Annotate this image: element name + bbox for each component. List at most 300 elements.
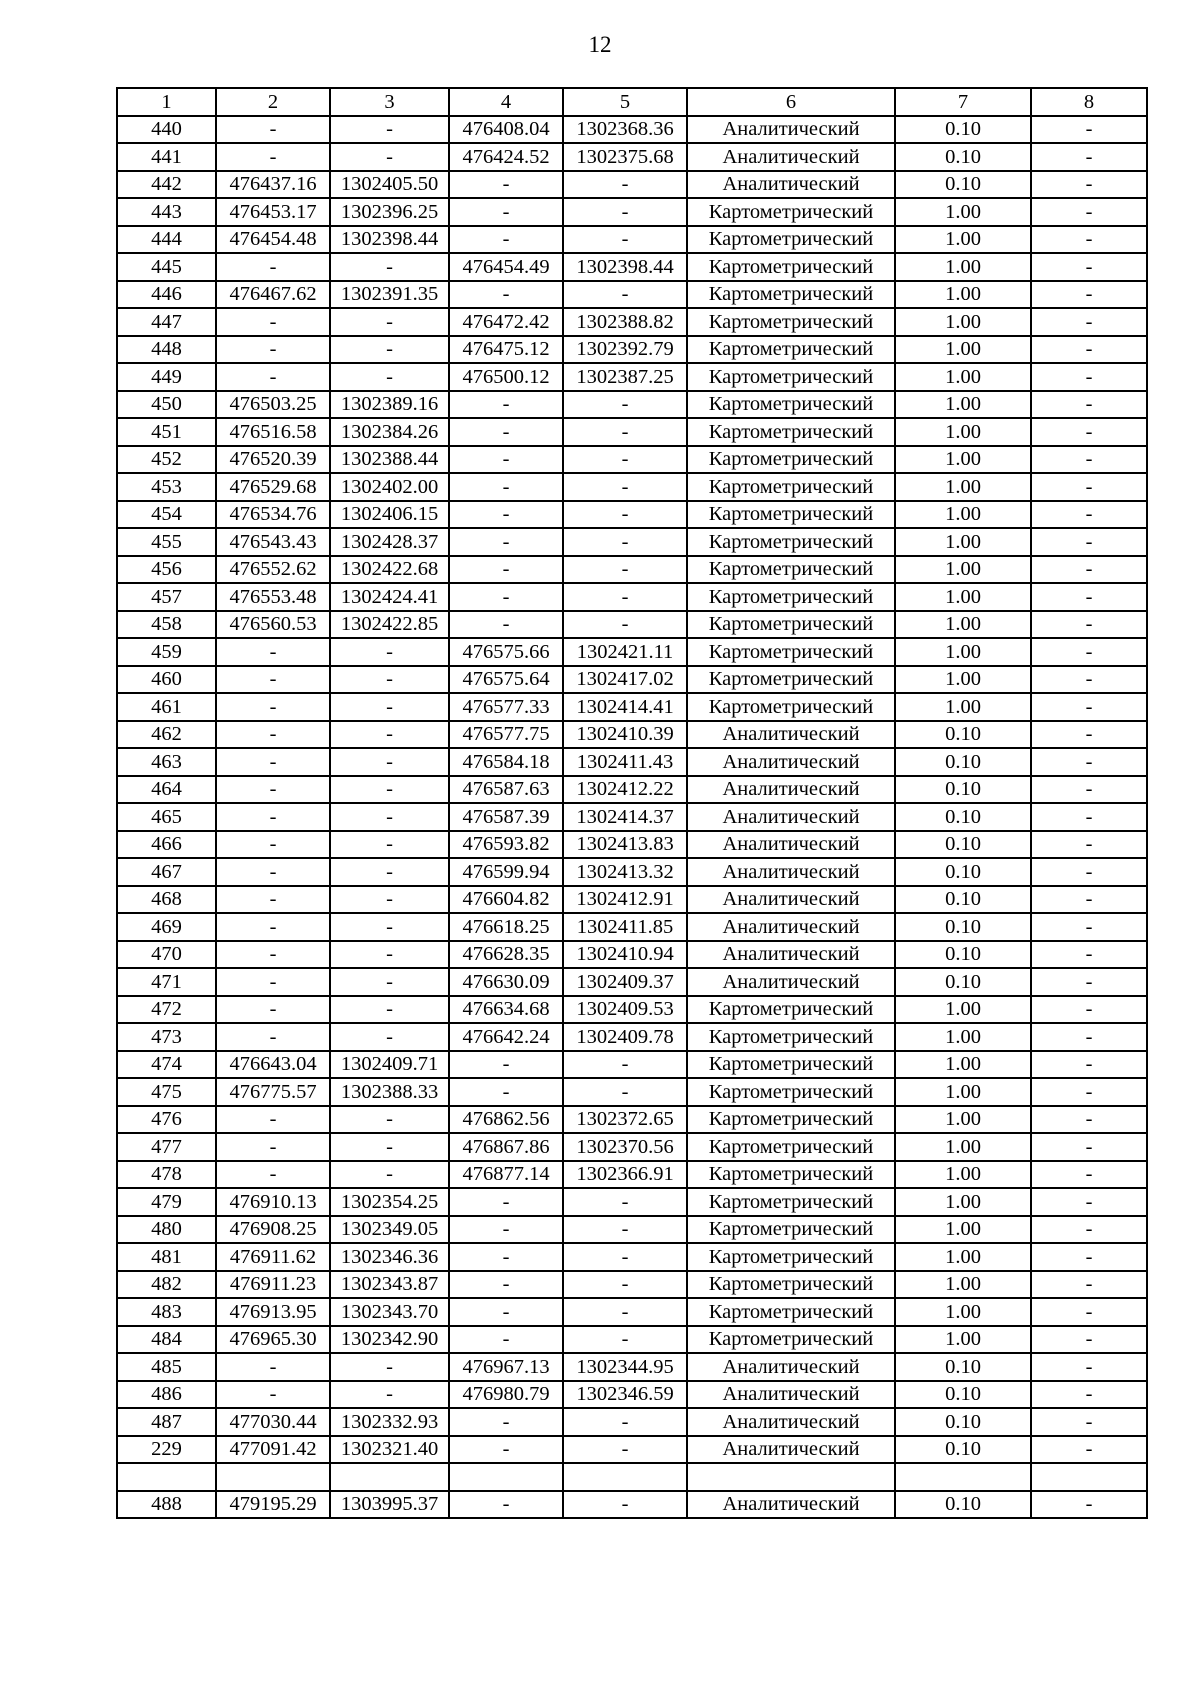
column-header: 1 [117,88,216,116]
table-cell: 476643.04 [216,1051,330,1079]
table-cell: 476520.39 [216,446,330,474]
table-cell: Аналитический [687,886,895,914]
table-row [117,528,1147,556]
table-cell: 1302375.68 [563,143,687,171]
table-cell: - [330,1023,449,1051]
table-cell: - [216,363,330,391]
table-cell: - [449,1078,563,1106]
table-cell: 1.00 [895,666,1031,694]
table-cell: 1302422.68 [330,556,449,584]
table-cell: 457 [117,583,216,611]
table-cell: 479 [117,1188,216,1216]
table-cell: 446 [117,281,216,309]
table-cell: Картометрический [687,1326,895,1354]
table-cell: 1302413.32 [563,858,687,886]
table-cell: Картометрический [687,363,895,391]
table-cell: Картометрический [687,1271,895,1299]
table-cell: 476628.35 [449,941,563,969]
table-row [117,583,1147,611]
table-cell: 1302405.50 [330,171,449,199]
table-cell: - [449,1188,563,1216]
table-cell: - [1031,721,1147,749]
table-cell: Картометрический [687,1051,895,1079]
table-cell: 0.10 [895,1491,1031,1519]
table-cell: - [1031,886,1147,914]
table-cell: - [449,446,563,474]
table-body [117,116,1147,1519]
table-cell: - [216,831,330,859]
table-cell: 447 [117,308,216,336]
table-cell: - [449,1436,563,1464]
table-cell: Аналитический [687,721,895,749]
table-cell: Картометрический [687,693,895,721]
table-cell: 1302332.93 [330,1408,449,1436]
table-cell: 479195.29 [216,1491,330,1519]
table-row [117,1271,1147,1299]
table-cell: 444 [117,226,216,254]
table-cell: Картометрический [687,1106,895,1134]
table-cell: 443 [117,198,216,226]
table-cell: 476472.42 [449,308,563,336]
table-cell: 0.10 [895,171,1031,199]
table-cell: 0.10 [895,913,1031,941]
table-cell: Аналитический [687,858,895,886]
table-cell: 476910.13 [216,1188,330,1216]
table-cell: 476577.75 [449,721,563,749]
table-cell: 476437.16 [216,171,330,199]
table-row [117,281,1147,309]
table-row [117,1243,1147,1271]
table-cell: - [563,281,687,309]
column-header: 5 [563,88,687,116]
table-cell: Картометрический [687,996,895,1024]
table-cell: - [449,418,563,446]
table-cell: 1302398.44 [330,226,449,254]
table-cell: - [1031,1408,1147,1436]
table-cell: 1.00 [895,583,1031,611]
table-cell: 1.00 [895,1078,1031,1106]
table-cell: 0.10 [895,1408,1031,1436]
table-cell: 487 [117,1408,216,1436]
table-cell: - [449,501,563,529]
table-cell: - [563,1243,687,1271]
table-cell: 1302428.37 [330,528,449,556]
table-cell: - [216,1133,330,1161]
table-cell: 472 [117,996,216,1024]
table-cell: - [449,473,563,501]
table-cell: 1302396.25 [330,198,449,226]
table-cell: 476 [117,1106,216,1134]
table-row [117,1161,1147,1189]
table-cell: - [563,1188,687,1216]
table-cell: 1302349.05 [330,1216,449,1244]
table-cell: 441 [117,143,216,171]
table-cell: - [330,143,449,171]
table-cell: - [563,418,687,446]
table-cell: 476599.94 [449,858,563,886]
table-cell: 462 [117,721,216,749]
table-cell: 1.00 [895,1216,1031,1244]
table-cell: - [1031,143,1147,171]
table-cell: 1302391.35 [330,281,449,309]
table-cell: 476454.49 [449,253,563,281]
table-cell: - [330,336,449,364]
table-cell: - [449,1243,563,1271]
table-cell: 1302398.44 [563,253,687,281]
table-cell: Аналитический [687,968,895,996]
table-row [117,913,1147,941]
table-cell: 476467.62 [216,281,330,309]
table-cell: - [449,1271,563,1299]
table-row [117,721,1147,749]
table-cell: Аналитический [687,1353,895,1381]
table-row [117,1023,1147,1051]
table-cell: - [330,638,449,666]
table-cell: 449 [117,363,216,391]
table-cell: 477091.42 [216,1436,330,1464]
table-cell: 1302321.40 [330,1436,449,1464]
table-cell: - [1031,171,1147,199]
table-cell: - [1031,968,1147,996]
table-cell: - [1031,1353,1147,1381]
table-cell: 1.00 [895,1298,1031,1326]
table-cell [449,1463,563,1491]
table-cell: 1302409.71 [330,1051,449,1079]
table-cell: 467 [117,858,216,886]
table-cell: Картометрический [687,281,895,309]
table-cell: Картометрический [687,1023,895,1051]
table-row [117,501,1147,529]
table-cell: 0.10 [895,1436,1031,1464]
table-cell: - [216,693,330,721]
table-cell: - [449,1216,563,1244]
table-row [117,336,1147,364]
table-cell: Аналитический [687,1381,895,1409]
table-cell: 481 [117,1243,216,1271]
table-cell: 0.10 [895,748,1031,776]
table-cell: 476604.82 [449,886,563,914]
table-cell: 1302409.78 [563,1023,687,1051]
table-cell: - [563,501,687,529]
table-cell: - [1031,446,1147,474]
table-cell [216,1463,330,1491]
table-cell: 0.10 [895,143,1031,171]
table-cell: Картометрический [687,336,895,364]
table-cell: - [449,556,563,584]
table-cell: 1302370.56 [563,1133,687,1161]
table-cell: - [1031,1436,1147,1464]
table-cell: 476454.48 [216,226,330,254]
table-cell: 1.00 [895,1106,1031,1134]
table-cell: - [330,886,449,914]
table-cell: 1.00 [895,253,1031,281]
column-header: 4 [449,88,563,116]
table-cell: - [1031,996,1147,1024]
table-cell: - [216,913,330,941]
table-cell: 476965.30 [216,1326,330,1354]
table-cell: Картометрический [687,1161,895,1189]
table-cell: - [330,1353,449,1381]
table-cell: 1302411.85 [563,913,687,941]
table-cell: - [1031,1023,1147,1051]
table-cell: 450 [117,391,216,419]
table-cell: 1.00 [895,198,1031,226]
table-cell: - [1031,1188,1147,1216]
table-cell: - [330,1106,449,1134]
column-header: 7 [895,88,1031,116]
table-cell: 1302389.16 [330,391,449,419]
table-cell: 458 [117,611,216,639]
table-row [117,1463,1147,1491]
table-cell: 1302392.79 [563,336,687,364]
table-row [117,1436,1147,1464]
table-cell: - [1031,611,1147,639]
table-cell: 476503.25 [216,391,330,419]
table-cell: - [1031,1133,1147,1161]
table-cell: 480 [117,1216,216,1244]
table-cell: 1.00 [895,363,1031,391]
table-cell: - [1031,363,1147,391]
table-cell: 470 [117,941,216,969]
table-cell: - [1031,666,1147,694]
table-cell: 1302409.37 [563,968,687,996]
table-row [117,1491,1147,1519]
table-row [117,198,1147,226]
table-cell: 1.00 [895,1271,1031,1299]
table-cell: Аналитический [687,748,895,776]
table-cell: 1.00 [895,1133,1031,1161]
table-cell: 1302354.25 [330,1188,449,1216]
table-cell: - [330,831,449,859]
table-cell: - [1031,226,1147,254]
table-row [117,308,1147,336]
table-cell: - [330,693,449,721]
table-cell: 0.10 [895,941,1031,969]
table-cell: - [1031,308,1147,336]
coordinates-table [116,87,1148,1519]
table-cell: 484 [117,1326,216,1354]
table-cell: 476424.52 [449,143,563,171]
table-cell: 1302411.43 [563,748,687,776]
table-row [117,1133,1147,1161]
table-cell: - [563,1436,687,1464]
table-cell: - [216,748,330,776]
table-cell: 0.10 [895,721,1031,749]
table-cell: - [449,171,563,199]
table-cell: - [330,858,449,886]
table-cell: - [563,1326,687,1354]
table-cell [563,1463,687,1491]
table-cell: - [330,1133,449,1161]
table-cell: Аналитический [687,776,895,804]
table-cell: 476534.76 [216,501,330,529]
table-cell: Картометрический [687,226,895,254]
table-cell: 1302368.36 [563,116,687,144]
table-cell: 1302422.85 [330,611,449,639]
table-row [117,363,1147,391]
table-cell [687,1463,895,1491]
table-cell: 1.00 [895,611,1031,639]
table-cell: 476575.64 [449,666,563,694]
table-row [117,1326,1147,1354]
table-cell: - [216,143,330,171]
table-cell: - [1031,693,1147,721]
table-cell: - [563,226,687,254]
table-cell: 476980.79 [449,1381,563,1409]
table-cell: 476552.62 [216,556,330,584]
table-cell: 463 [117,748,216,776]
table-cell: - [216,968,330,996]
table-cell: - [216,1106,330,1134]
table-cell: - [330,666,449,694]
table-cell: - [449,1051,563,1079]
table-cell: - [563,528,687,556]
table-cell: - [216,308,330,336]
table-cell: - [1031,556,1147,584]
table-cell: - [216,941,330,969]
table-row [117,1353,1147,1381]
table-row [117,171,1147,199]
table-cell: 440 [117,116,216,144]
table-row [117,803,1147,831]
table-cell: 0.10 [895,968,1031,996]
table-cell: 1.00 [895,308,1031,336]
table-cell: Картометрический [687,308,895,336]
table-cell: - [1031,1491,1147,1519]
table-cell: 476862.56 [449,1106,563,1134]
table-cell: - [1031,913,1147,941]
table-cell: 0.10 [895,886,1031,914]
table-cell: - [563,1216,687,1244]
table-cell: - [1031,1078,1147,1106]
table-cell: 460 [117,666,216,694]
column-header: 2 [216,88,330,116]
table-cell: 1302402.00 [330,473,449,501]
table-cell: 1302388.33 [330,1078,449,1106]
table-row [117,968,1147,996]
table-cell: Аналитический [687,171,895,199]
table-cell: Аналитический [687,1408,895,1436]
table-cell: 1303995.37 [330,1491,449,1519]
table-cell: 1302346.36 [330,1243,449,1271]
table-cell: 1302344.95 [563,1353,687,1381]
table-cell: - [1031,198,1147,226]
table-cell: 229 [117,1436,216,1464]
table-cell: - [216,638,330,666]
table-cell: 1.00 [895,638,1031,666]
table-cell: 0.10 [895,776,1031,804]
table-cell: 459 [117,638,216,666]
table-cell: - [449,1491,563,1519]
table-cell: 1302372.65 [563,1106,687,1134]
table-cell: 1.00 [895,226,1031,254]
table-cell: 0.10 [895,831,1031,859]
table-cell [330,1463,449,1491]
table-cell: 1302412.22 [563,776,687,804]
table-cell: Картометрический [687,446,895,474]
table-cell: 476877.14 [449,1161,563,1189]
table-cell: Картометрический [687,1188,895,1216]
table-row [117,116,1147,144]
table-row [117,748,1147,776]
table-cell: - [1031,941,1147,969]
table-cell: - [449,198,563,226]
table-row [117,886,1147,914]
table-cell: 476630.09 [449,968,563,996]
table-cell: - [1031,418,1147,446]
table-cell: - [563,198,687,226]
table-cell [117,1463,216,1491]
table-cell: 454 [117,501,216,529]
table-cell: - [216,1161,330,1189]
table-cell: 476529.68 [216,473,330,501]
table-cell: - [1031,116,1147,144]
table-cell: - [1031,1051,1147,1079]
table-cell: 1302366.91 [563,1161,687,1189]
table-cell: 1.00 [895,1023,1031,1051]
table-cell: 0.10 [895,803,1031,831]
table-cell: 1302388.82 [563,308,687,336]
table-cell: - [216,1381,330,1409]
table-row [117,666,1147,694]
table-row [117,473,1147,501]
table-cell: Картометрический [687,1298,895,1326]
table-cell: - [563,1408,687,1436]
table-cell: 476775.57 [216,1078,330,1106]
table-cell: 1302421.11 [563,638,687,666]
table-cell: - [330,996,449,1024]
table-cell [895,1463,1031,1491]
table-cell: 1.00 [895,996,1031,1024]
table-cell: 471 [117,968,216,996]
table-cell: - [563,446,687,474]
table-cell: 445 [117,253,216,281]
table-cell: - [449,528,563,556]
table-cell: - [330,1381,449,1409]
table-row [117,1051,1147,1079]
table-row [117,1408,1147,1436]
table-row [117,776,1147,804]
table-cell: 464 [117,776,216,804]
table-cell: 1.00 [895,473,1031,501]
table-row [117,143,1147,171]
table-row [117,226,1147,254]
table-cell: 448 [117,336,216,364]
table-cell: - [1031,336,1147,364]
table-cell: 1.00 [895,446,1031,474]
table-cell: 1302414.37 [563,803,687,831]
table-cell: 476967.13 [449,1353,563,1381]
table-cell: - [563,583,687,611]
table-cell: Аналитический [687,913,895,941]
table-cell: 1.00 [895,281,1031,309]
table-cell: - [1031,831,1147,859]
table-cell: - [1031,1161,1147,1189]
table-cell: Картометрический [687,473,895,501]
table-cell: - [216,886,330,914]
table-cell: - [563,391,687,419]
table-cell: 1.00 [895,501,1031,529]
table-cell: - [449,1326,563,1354]
column-header: 3 [330,88,449,116]
table-cell: 477 [117,1133,216,1161]
table-cell: - [1031,776,1147,804]
column-header: 6 [687,88,895,116]
table-row [117,391,1147,419]
table-row [117,858,1147,886]
table-cell: 465 [117,803,216,831]
table-cell: - [1031,253,1147,281]
